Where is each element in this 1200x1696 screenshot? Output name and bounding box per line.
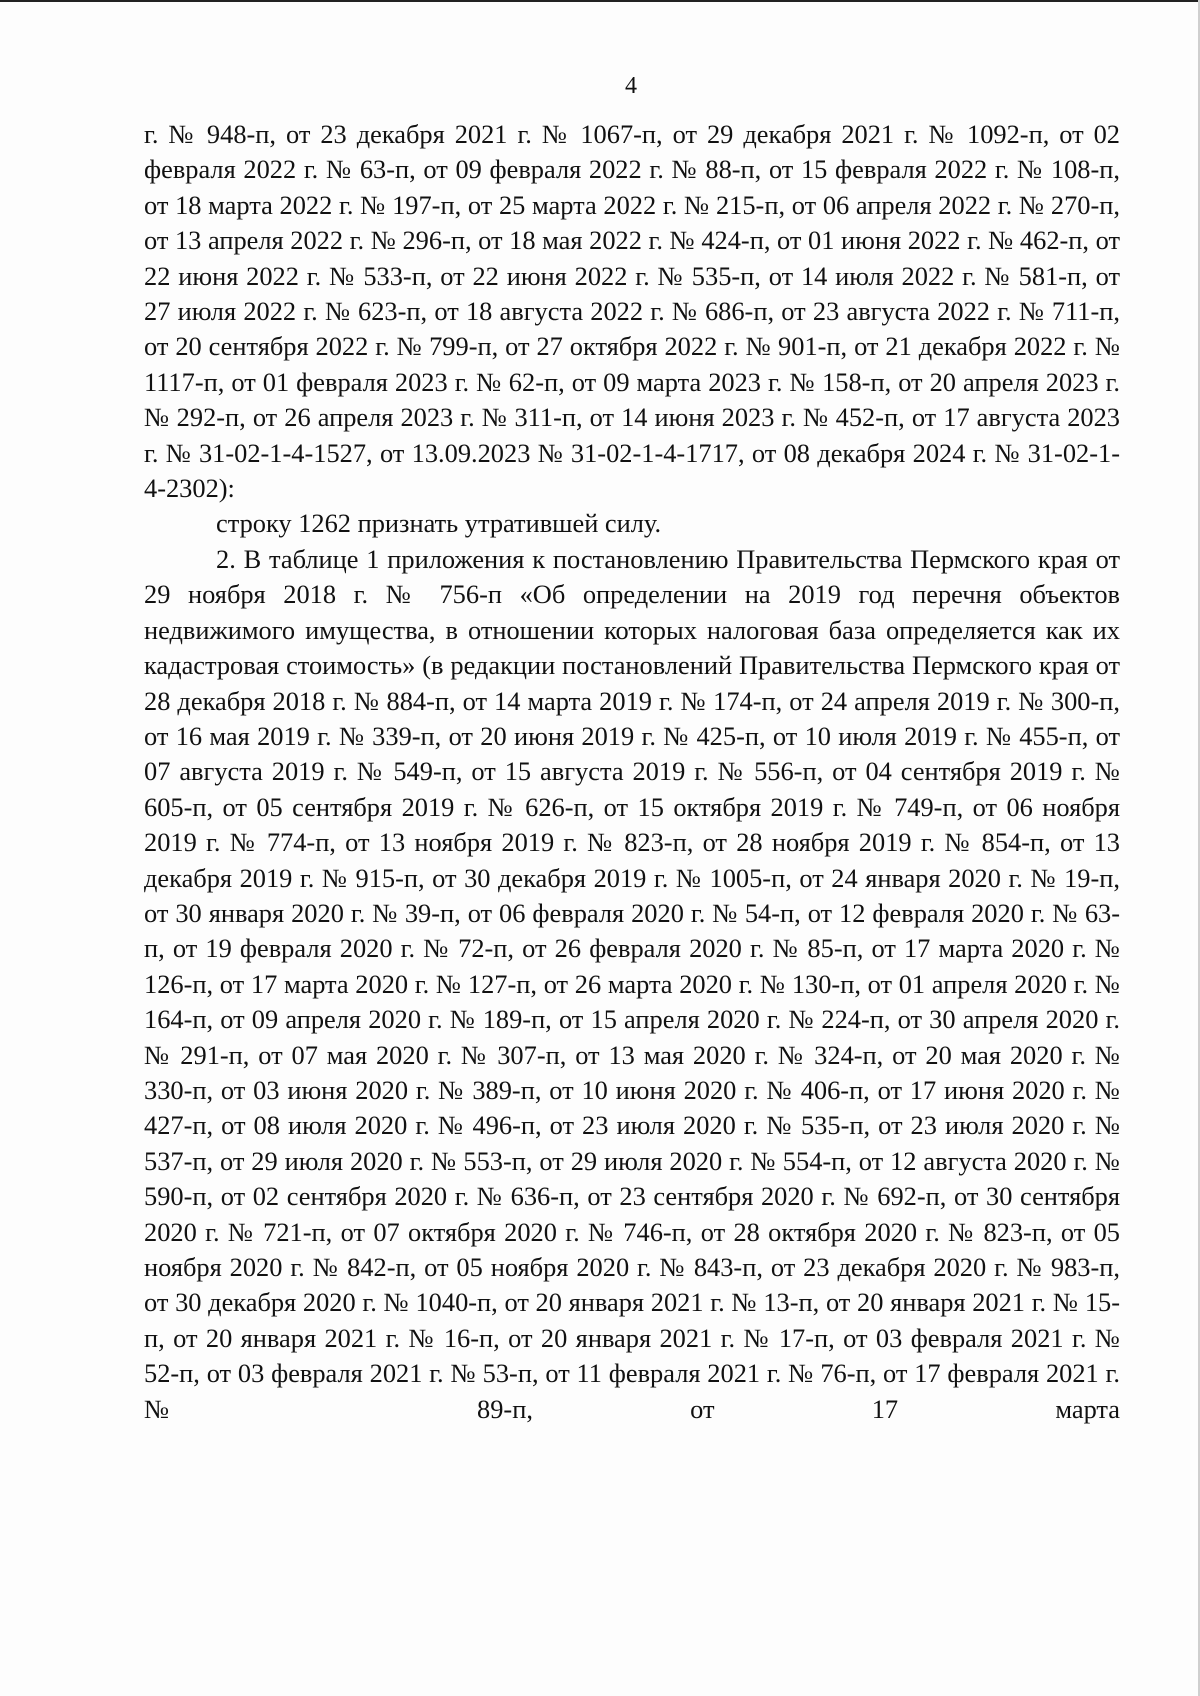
invalidate-line-paragraph: строку 1262 признать утратившей силу. (216, 508, 662, 539)
page-number: 4 (625, 73, 637, 99)
table-amendment-paragraph: 2. В таблице 1 приложения к постановлению Правительства Пермского края от 29 ноября 2018 г. № 756-п «Об определении на 2019 год перечня объектов недвижимого имущества, в отношении которых налоговая база определяется как их кадастровая стоимость» (в редакции постановлений Правительства Пермского края от 28 декабря 2018 г. № 884-п, от 14 марта 2019 г. № 174-п, от 24 апреля 2019 г. № 300-п, от 16 мая 2019 г. № 339-п, от 20 июня 2019 г. № 425-п, от 10 июля 2019 г. № 455-п, от 07 августа 2019 г. № 549-п, от 15 августа 2019 г. № 556-п, от 04 сентября 2019 г. № 605-п, от 05 сентября 2019 г. № 626-п, от 15 октября 2019 г. № 749-п, от 06 ноября 2019 г. № 774-п, от 13 ноября 2019 г. № 823-п, от 28 ноября 2019 г. № 854-п, от 13 декабря 2019 г. № 915-п, от 30 декабря 2019 г. № 1005-п, от 24 января 2020 г. № 19-п, от 30 января 2020 г. № 39-п, от 06 февраля 2020 г. № 54-п, от 12 февраля 2020 г. № 63-п, от 19 февраля 2020 г. № 72-п, от 26 февраля 2020 г. № 85-п, от 17 марта 2020 г. № 126-п, от 17 марта 2020 г. № 127-п, от 26 марта 2020 г. № 130-п, от 01 апреля 2020 г. № 164-п, от 09 апреля 2020 г. № 189-п, от 15 апреля 2020 г. № 224-п, от 30 апреля 2020 г. № 291-п, от 07 мая 2020 г. № 307-п, от 13 мая 2020 г. № 324-п, от 20 мая 2020 г. № 330-п, от 03 июня 2020 г. № 389-п, от 10 июня 2020 г. № 406-п, от 17 июня 2020 г. № 427-п, от 08 июля 2020 г. № 496-п, от 23 июля 2020 г. № 535-п, от 23 июля 2020 г. № 537-п, от 29 июля 2020 г. № 553-п, от 29 июля 2020 г. № 554-п, от 12 августа 2020 г. № 590-п, от 02 сентября 2020 г. № 636-п, от 23 сентября 2020 г. № 692-п, от 30 сентября 2020 г. № 721-п, от 07 октября 2020 г. № 746-п, от 28 октября 2020 г. № 823-п, от 05 ноября 2020 г. № 842-п, от 05 ноября 2020 г. № 843-п, от 23 декабря 2020 г. № 983-п, от 30 декабря 2020 г. № 1040-п, от 20 января 2021 г. № 13-п, от 20 января 2021 г. № 15-п, от 20 января 2021 г. № 16-п, от 20 января 2021 г. № 17-п, от 03 февраля 2021 г. № 52-п, от 03 февраля 2021 г. № 53-п, от 11 февраля 2021 г. № 76-п, от 17 февраля 2021 г. № 89-п, от 17 марта (144, 543, 1120, 1424)
document-body (144, 117, 1120, 1427)
continued-amendments-paragraph: г. № 948-п, от 23 декабря 2021 г. № 1067-п, от 29 декабря 2021 г. № 1092-п, от 02 февраля 2022 г. № 63-п, от 09 февраля 2022 г. № 88-п, от 15 февраля 2022 г. № 108-п, от 18 марта 2022 г. № 197-п, от 25 марта 2022 г. № 215-п, от 06 апреля 2022 г. № 270-п, от 13 апреля 2022 г. № 296-п, от 18 мая 2022 г. № 424-п, от 01 июня 2022 г. № 462-п, от 22 июня 2022 г. № 533-п, от 22 июня 2022 г. № 535-п, от 14 июля 2022 г. № 581-п, от 27 июля 2022 г. № 623-п, от 18 августа 2022 г. № 686-п, от 23 августа 2022 г. № 711-п, от 20 сентября 2022 г. № 799-п, от 27 октября 2022 г. № 901-п, от 21 декабря 2022 г. № 1117-п, от 01 февраля 2023 г. № 62-п, от 09 марта 2023 г. № 158-п, от 20 апреля 2023 г. № 292-п, от 26 апреля 2023 г. № 311-п, от 14 июня 2023 г. № 452-п, от 17 августа 2023 г. № 31-02-1-4-1527, от 13.09.2023 № 31-02-1-4-1717, от 08 декабря 2024 г. № 31-02-1-4-2302): (144, 119, 1120, 504)
scan-top-edge (0, 0, 1200, 2)
